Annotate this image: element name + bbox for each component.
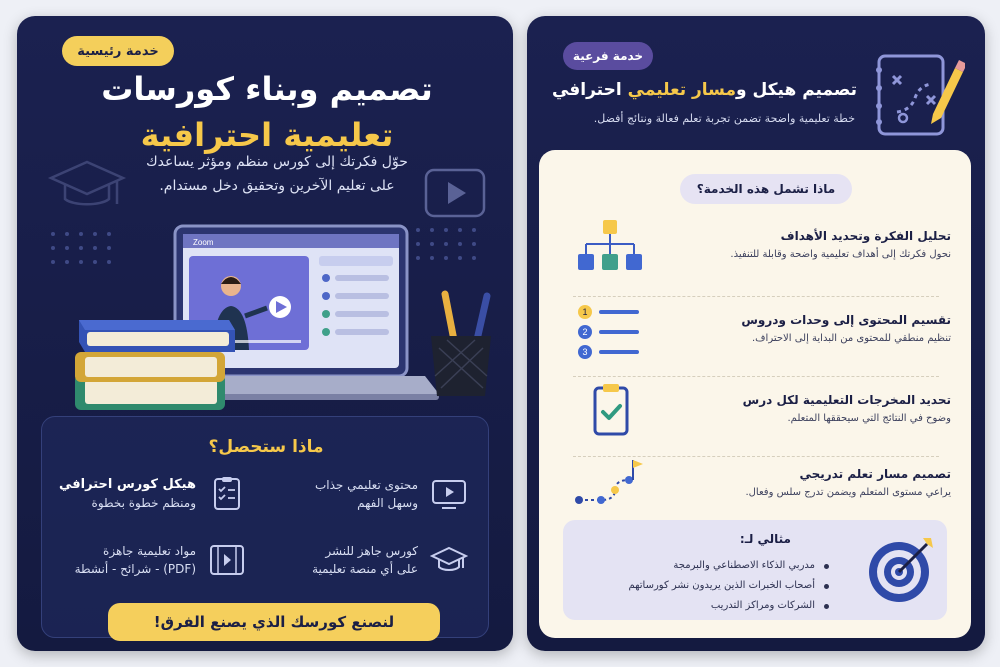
ideal-for-list xyxy=(579,556,829,616)
main-service-title xyxy=(57,66,477,158)
hierarchy-icon xyxy=(575,218,645,276)
title-line-1: تصميم وبناء كورسات xyxy=(101,70,433,108)
strategy-notebook-icon xyxy=(873,44,965,144)
feature-desc: يراعي مستوى المتعلم ويضمن تدرج سلس وفعال. xyxy=(745,487,951,498)
main-service-badge: خدمة رئيسية xyxy=(62,36,174,66)
benefit-line-2: وسهل الفهم xyxy=(357,496,418,510)
svg-text:2: 2 xyxy=(582,327,588,337)
benefit-line-1: مواد تعليمية جاهزة xyxy=(103,544,196,558)
course-illustration xyxy=(47,216,497,426)
target-icon xyxy=(865,534,937,606)
sub-service-subtitle: خطة تعليمية واضحة تضمن تجربة تعلم فعالة ونتائج أفضل. xyxy=(593,112,855,125)
feature-desc: تنظيم منطقي للمحتوى من البداية إلى الاحتراف. xyxy=(752,333,951,344)
benefit-item xyxy=(268,469,468,519)
benefits-title: ماذا ستحصل؟ xyxy=(208,437,324,457)
list-item: مدربي الذكاء الاصطناعي والبرمجة xyxy=(579,556,829,576)
feature-item xyxy=(561,212,951,282)
graduation-cap-icon xyxy=(430,541,468,579)
feature-item xyxy=(561,450,951,520)
list-item: أصحاب الخبرات الذين يريدون نشر كورساتهم xyxy=(579,576,829,596)
feature-desc: وضوح في النتائج التي سيحققها المتعلم. xyxy=(787,413,951,424)
benefit-item xyxy=(56,469,246,519)
video-file-icon xyxy=(208,541,246,579)
benefit-line-2: (PDF) - شرائح - أنشطة xyxy=(74,562,196,576)
subtitle-line-2: على تعليم الآخرين وتحقيق دخل مستدام. xyxy=(159,178,395,194)
books-stack-icon xyxy=(75,320,235,410)
svg-text:1: 1 xyxy=(582,307,588,317)
benefit-line-1: هيكل كورس احترافي xyxy=(58,477,196,492)
ideal-for-title: مثالي لـ: xyxy=(739,532,791,546)
benefit-item xyxy=(56,535,246,585)
sub-service-card xyxy=(527,16,985,651)
clipboard-check-icon xyxy=(575,382,645,440)
monitor-play-icon xyxy=(430,475,468,513)
subtitle-line-1: حوّل فكرتك إلى كورس منظم ومؤثر يساعدك xyxy=(146,154,408,170)
ideal-for-box xyxy=(563,520,947,620)
feature-item xyxy=(561,296,951,366)
benefit-line-1: كورس جاهز للنشر xyxy=(325,544,418,558)
benefit-line-2: ومنظم خطوة بخطوة xyxy=(91,496,196,510)
includes-title: ماذا تشمل هذه الخدمة؟ xyxy=(680,174,852,204)
list-item: الشركات ومراكز التدريب xyxy=(579,596,829,616)
feature-desc: نحول فكرتك إلى أهداف تعليمية واضحة وقابلة للتنفيذ. xyxy=(730,249,951,260)
main-service-subtitle xyxy=(127,150,427,198)
pencil-cup-icon xyxy=(431,294,491,396)
service-details-panel xyxy=(539,150,971,638)
feature-title: تحديد المخرجات التعليمية لكل درس xyxy=(742,393,951,407)
numbered-list-icon xyxy=(575,302,645,360)
graduation-cap-icon xyxy=(47,152,127,222)
feature-title: تقسيم المحتوى إلى وحدات ودروس xyxy=(741,313,951,327)
svg-text:Zoom: Zoom xyxy=(193,238,214,247)
title-highlight: مسار تعليمي xyxy=(627,80,736,100)
main-service-card xyxy=(17,16,513,651)
cta-button[interactable]: لنصنع كورسك الذي يصنع الفرق! xyxy=(108,603,440,641)
benefit-line-1: محتوى تعليمي جذاب xyxy=(314,478,418,492)
title-part-1: تصميم هيكل و xyxy=(736,80,857,100)
svg-text:3: 3 xyxy=(582,347,588,357)
title-part-2: احترافي xyxy=(551,80,628,100)
video-play-icon xyxy=(424,168,486,218)
path-flag-icon xyxy=(575,456,645,514)
benefits-panel xyxy=(41,416,489,638)
checklist-icon xyxy=(208,475,246,513)
benefit-line-2: على أي منصة تعليمية xyxy=(312,562,418,576)
sub-service-badge: خدمة فرعية xyxy=(563,42,653,70)
feature-item xyxy=(561,376,951,446)
feature-title: تصميم مسار تعلم تدريجي xyxy=(799,467,951,481)
sub-service-title xyxy=(547,80,857,100)
benefit-item xyxy=(268,535,468,585)
feature-title: تحليل الفكرة وتحديد الأهداف xyxy=(780,229,951,243)
title-line-2: تعليمية احترافية xyxy=(140,116,394,154)
